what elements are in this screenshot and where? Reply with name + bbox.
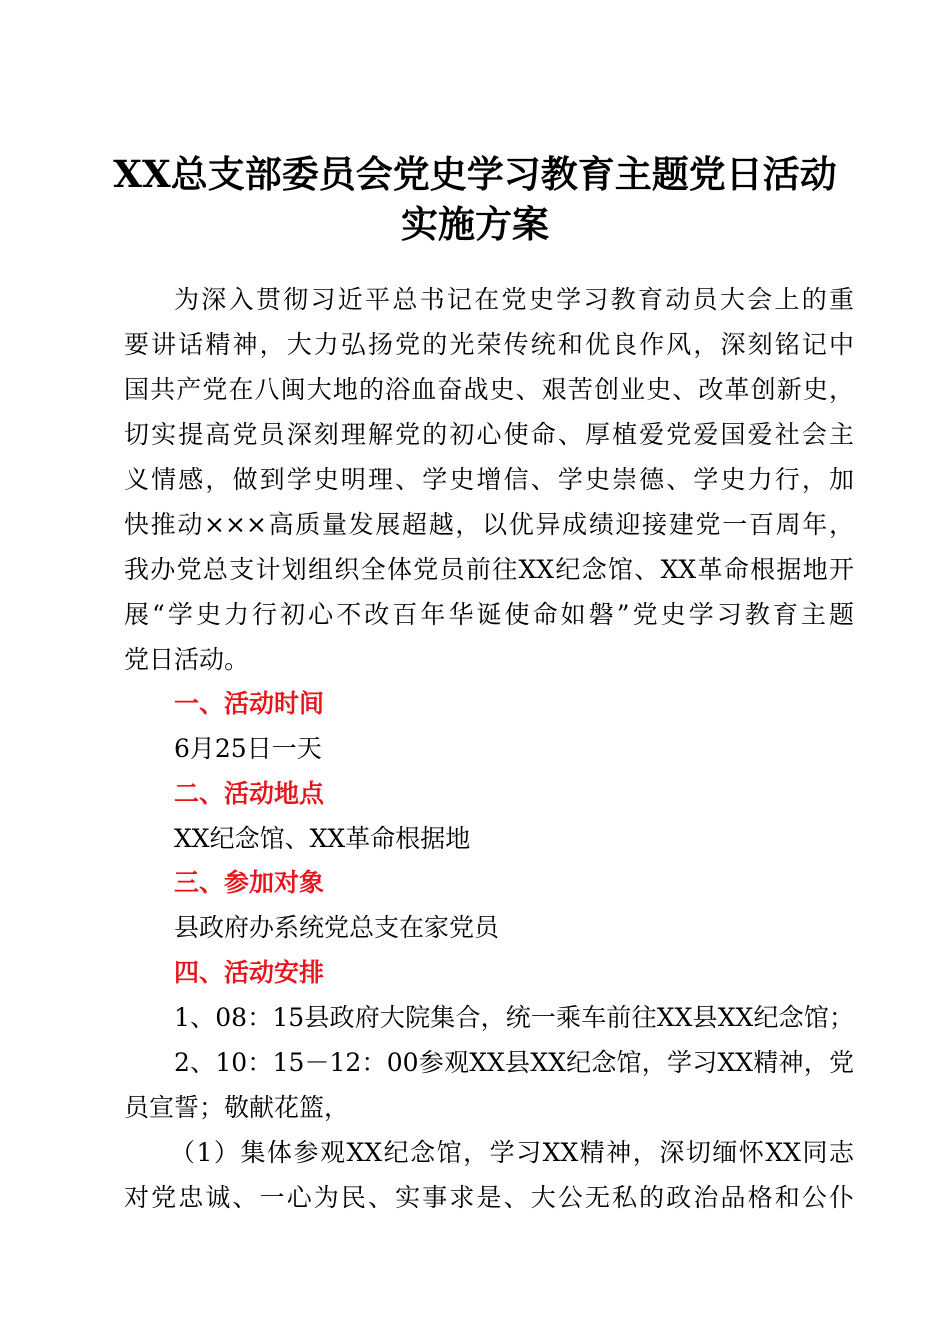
schedule-line: 1、08：15县政府大院集合，统一乘车前往XX县XX纪念馆； bbox=[174, 1003, 854, 1032]
section-content-participants: 县政府办系统党总支在家党员 bbox=[174, 913, 500, 942]
section-content-location: XX纪念馆、XX革命根据地 bbox=[174, 824, 471, 853]
intro-line: 义情感，做到学史明理、学史增信、学史崇德、学史力行，加 bbox=[124, 465, 854, 494]
section-heading-schedule: 四、活动安排 bbox=[174, 958, 325, 987]
intro-line: 要讲话精神，大力弘扬党的光荣传统和优良作风，深刻铭记中 bbox=[124, 330, 854, 359]
schedule-line: 员宣誓；敬献花篮， bbox=[124, 1093, 350, 1122]
schedule-line: 对党忠诚、一心为民、实事求是、大公无私的政治品格和公仆 bbox=[124, 1183, 854, 1212]
document-title: XX总支部委员会党史学习教育主题党日活动 bbox=[113, 152, 837, 196]
intro-line: 国共产党在八闽大地的浴血奋战史、艰苦创业史、改革创新史， bbox=[124, 375, 854, 404]
intro-line: 我办党总支计划组织全体党员前往XX纪念馆、XX革命根据地开 bbox=[124, 555, 854, 584]
document-subtitle: 实施方案 bbox=[401, 202, 549, 246]
schedule-line: （1）集体参观XX纪念馆，学习XX精神，深切缅怀XX同志 bbox=[170, 1138, 854, 1167]
intro-line: 党日活动。 bbox=[124, 645, 250, 674]
intro-line: 为深入贯彻习近平总书记在党史学习教育动员大会上的重 bbox=[174, 285, 854, 314]
section-heading-time: 一、活动时间 bbox=[174, 689, 325, 718]
section-heading-participants: 三、参加对象 bbox=[174, 868, 325, 897]
section-heading-location: 二、活动地点 bbox=[174, 779, 325, 808]
section-content-time: 6月25日一天 bbox=[174, 734, 322, 763]
intro-line: 切实提高党员深刻理解党的初心使命、厚植爱党爱国爱社会主 bbox=[124, 420, 854, 449]
schedule-line: 2、10：15－12：00参观XX县XX纪念馆，学习XX精神，党 bbox=[174, 1048, 854, 1077]
intro-line: 快推动×××高质量发展超越，以优异成绩迎接建党一百周年， bbox=[124, 510, 854, 539]
intro-line: 展“学史力行初心不改百年华诞使命如磐”党史学习教育主题 bbox=[124, 600, 854, 629]
